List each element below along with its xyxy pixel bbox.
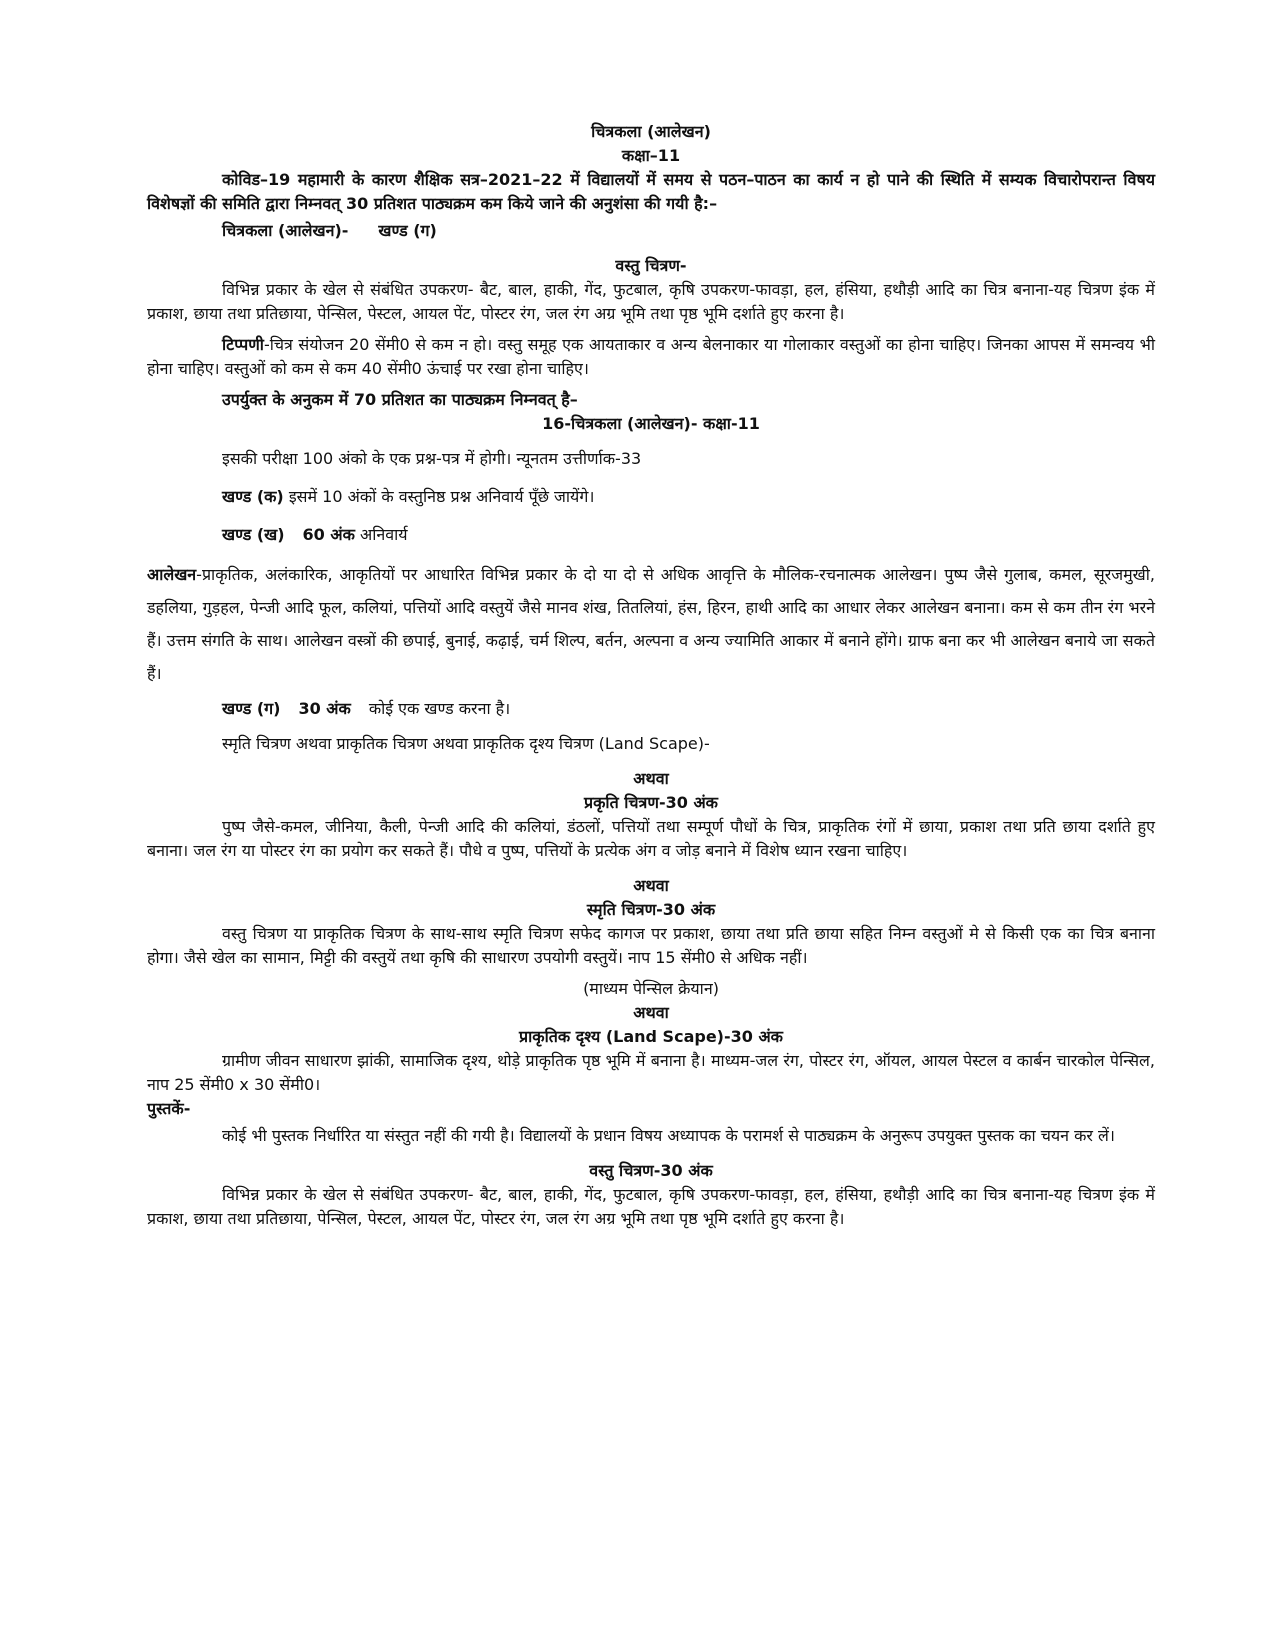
paragraph-prakriti-chitran: पुष्प जैसे-कमल, जीनिया, कैली, पेन्जी आदि की कलियां, डंठलों, पत्तियों तथा सम्पूर्ण पौधों के चित्र, प्राकृतिक रंगों में छाया, प्रकाश तथा प्रति छाया दर्शाते हुए बनाना। जल रंग या पोस्टर रंग का प्रयोग कर सकते हैं। पौधे व पुष्प, पत्तियों के प्रत्येक अंग व जोड़ बनाने में विशेष ध्यान रखना चाहिए। [147,817,1155,860]
heading-16-chitrakala: 16-चित्रकला (आलेखन)- कक्षा-11 [542,414,760,433]
paragraph-vastu-chitran: विभिन्न प्रकार के खेल से संबंधित उपकरण- बैट, बाल, हाकी, गेंद, फुटबाल, कृषि उपकरण-फावड़ा, हल, हंसिया, हथौड़ी आदि का चित्र बनाना-यह चित्रण इंक में प्रकाश, छाया तथा प्रतिछाया, पेन्सिल, पेस्टल, आयल पेंट, पोस्टर रंग, जल रंग अग्र भूमि तथा पृष्ठ भूमि दर्शाते हुए करना है। [147,280,1155,323]
khand-ka-text: इसमें 10 अंकों के वस्तुनिष्ठ प्रश्न अनिवार्य पूँछे जायेंगे। [283,487,595,506]
section-khand: खण्ड (ग) [378,221,437,240]
khand-kha-label: खण्ड (ख) [222,525,285,544]
athva-1: अथवा [633,769,669,788]
khand-ga-marks: 30 अंक [298,699,351,718]
khand-ga-label: खण्ड (ग) [222,699,281,718]
alekhan-paragraph [147,558,1155,690]
khand-kha-text: अनिवार्य [360,525,408,544]
heading-prakriti-chitran: प्रकृति चित्रण-30 अंक [584,793,718,812]
athva-3: अथवा [633,1003,669,1022]
paragraph-landscape: ग्रामीण जीवन साधारण झांकी, सामाजिक दृश्य, थोड़े प्राकृतिक पृष्ठ भूमि में बनाना है। माध्यम-जल रंग, पोस्टर रंग, ऑयल, आयल पेस्टल व कार्बन चारकोल पेन्सिल, नाप 25 सेंमी0 x 30 सेंमी0। [147,1051,1155,1094]
note-text: -चित्र संयोजन 20 सेंमी0 से कम न हो। वस्तु समूह एक आयताकार व अन्य बेलनाकार या गोलाकार वस्तुओं का होना चाहिए। जिनका आपस में समन्वय भी होना चाहिए। वस्तुओं को कम से कम 40 सेंमी0 ऊंचाई पर रखा होना चाहिए। [147,335,1155,378]
khand-ga-text: कोई एक खण्ड करना है। [368,699,511,718]
heading-smriti-chitran: स्मृति चित्रण-30 अंक [586,900,716,919]
heading-vastu-chitran-30: वस्तु चित्रण-30 अंक [589,1161,713,1180]
paragraph-books: कोई भी पुस्तक निर्धारित या संस्तुत नहीं की गयी है। विद्यालयों के प्रधान विषय अध्यापक के परामर्श से पाठ्यक्रम के अनुरूप उपयुक्त पुस्तक का चयन कर लें। [222,1126,1115,1145]
heading-vastu-chitran: वस्तु चित्रण- [615,256,687,275]
note-label: टिप्पणी [222,335,264,354]
document-title: चित्रकला (आलेखन) [591,122,711,141]
exam-line: इसकी परीक्षा 100 अंको के एक प्रश्न-पत्र में होगी। न्यूनतम उत्तीर्णाक-33 [222,449,642,468]
alekhan-text: -प्राकृतिक, अलंकारिक, आकृतियों पर आधारित विभिन्न प्रकार के दो या दो से अधिक आवृत्ति के मौलिक-रचनात्मक आलेखन। पुष्प जैसे गुलाब, कमल, सूरजमुखी, डहलिया, गुड़हल, पेन्जी आदि फूल, कलियां, पत्तियों आदि वस्तुयें जैसे मानव शंख, तितलियां, हंस, हिरन, हाथी आदि का आधार लेकर आलेखन बनाना। कम से कम तीन रंग भरने हैं। उत्तम संगति के साथ। आलेखन वस्त्रों की छपाई, बुनाई, कढ़ाई, चर्म शिल्प, बर्तन, अल्पना व अन्य ज्यामिति आकार में बनाने होंगे। ग्राफ बना कर भी आलेखन बनाये जा सकते हैं। [147,565,1155,683]
khand-kha-marks: 60 अंक [302,525,355,544]
paragraph-vastu-chitran-30: विभिन्न प्रकार के खेल से संबंधित उपकरण- बैट, बाल, हाकी, गेंद, फुटबाल, कृषि उपकरण-फावड़ा, हल, हंसिया, हथौड़ी आदि का चित्र बनाना-यह चित्रण इंक में प्रकाश, छाया तथा प्रतिछाया, पेन्सिल, पेस्टल, आयल पेंट, पोस्टर रंग, जल रंग अग्र भूमि तथा पृष्ठ भूमि दर्शाते हुए करना है। [147,1185,1155,1228]
athva-2: अथवा [633,876,669,895]
note-paragraph [147,333,1155,381]
alekhan-label: आलेखन [147,565,197,584]
class-label: कक्षा–11 [621,146,681,165]
heading-landscape: प्राकृतिक दृश्य (Land Scape)-30 अंक [519,1027,783,1046]
khand-kha-line [147,523,1155,547]
books-heading: पुस्तकें- [147,1099,191,1118]
khand-ga-line [147,697,1155,721]
section-subject: चित्रकला (आलेखन)- [222,221,349,240]
paragraph-smriti-chitran: वस्तु चित्रण या प्राकृतिक चित्रण के साथ-साथ स्मृति चित्रण सफेद कागज पर प्रकाश, छाया तथा प्रति छाया सहित निम्न वस्तुओं मे से किसी एक का चित्र बनाना होगा। जैसे खेल का सामान, मिट्टी की वस्तुयें तथा कृषि की साधारण उपयोगी वस्तुयें। नाप 15 सेंमी0 से अधिक नहीं। [147,924,1155,967]
medium-note: (माध्यम पेन्सिल क्रेयान) [583,979,719,998]
khand-ka-line [147,485,1155,509]
intro-paragraph: कोविड–19 महामारी के कारण शैक्षिक सत्र–2021–22 में विद्यालयों में समय से पठन–पाठन का कार्य न हो पाने की स्थिति में सम्यक विचारोपरान्त विषय विशेषज्ञों की समिति द्वारा निम्नवत् 30 प्रतिशत पाठ्यक्रम कम किये जाने की अनुशंसा की गयी है:– [147,170,1155,213]
section-line [147,219,1155,243]
seventy-percent-line: उपर्युक्त के अनुकम में 70 प्रतिशत का पाठ्यक्रम निम्नवत् है– [222,390,578,409]
khand-ka-label: खण्ड (क) [222,487,284,506]
smriti-line: स्मृति चित्रण अथवा प्राकृतिक चित्रण अथवा प्राकृतिक दृश्य चित्रण (Land Scape)- [222,734,710,753]
